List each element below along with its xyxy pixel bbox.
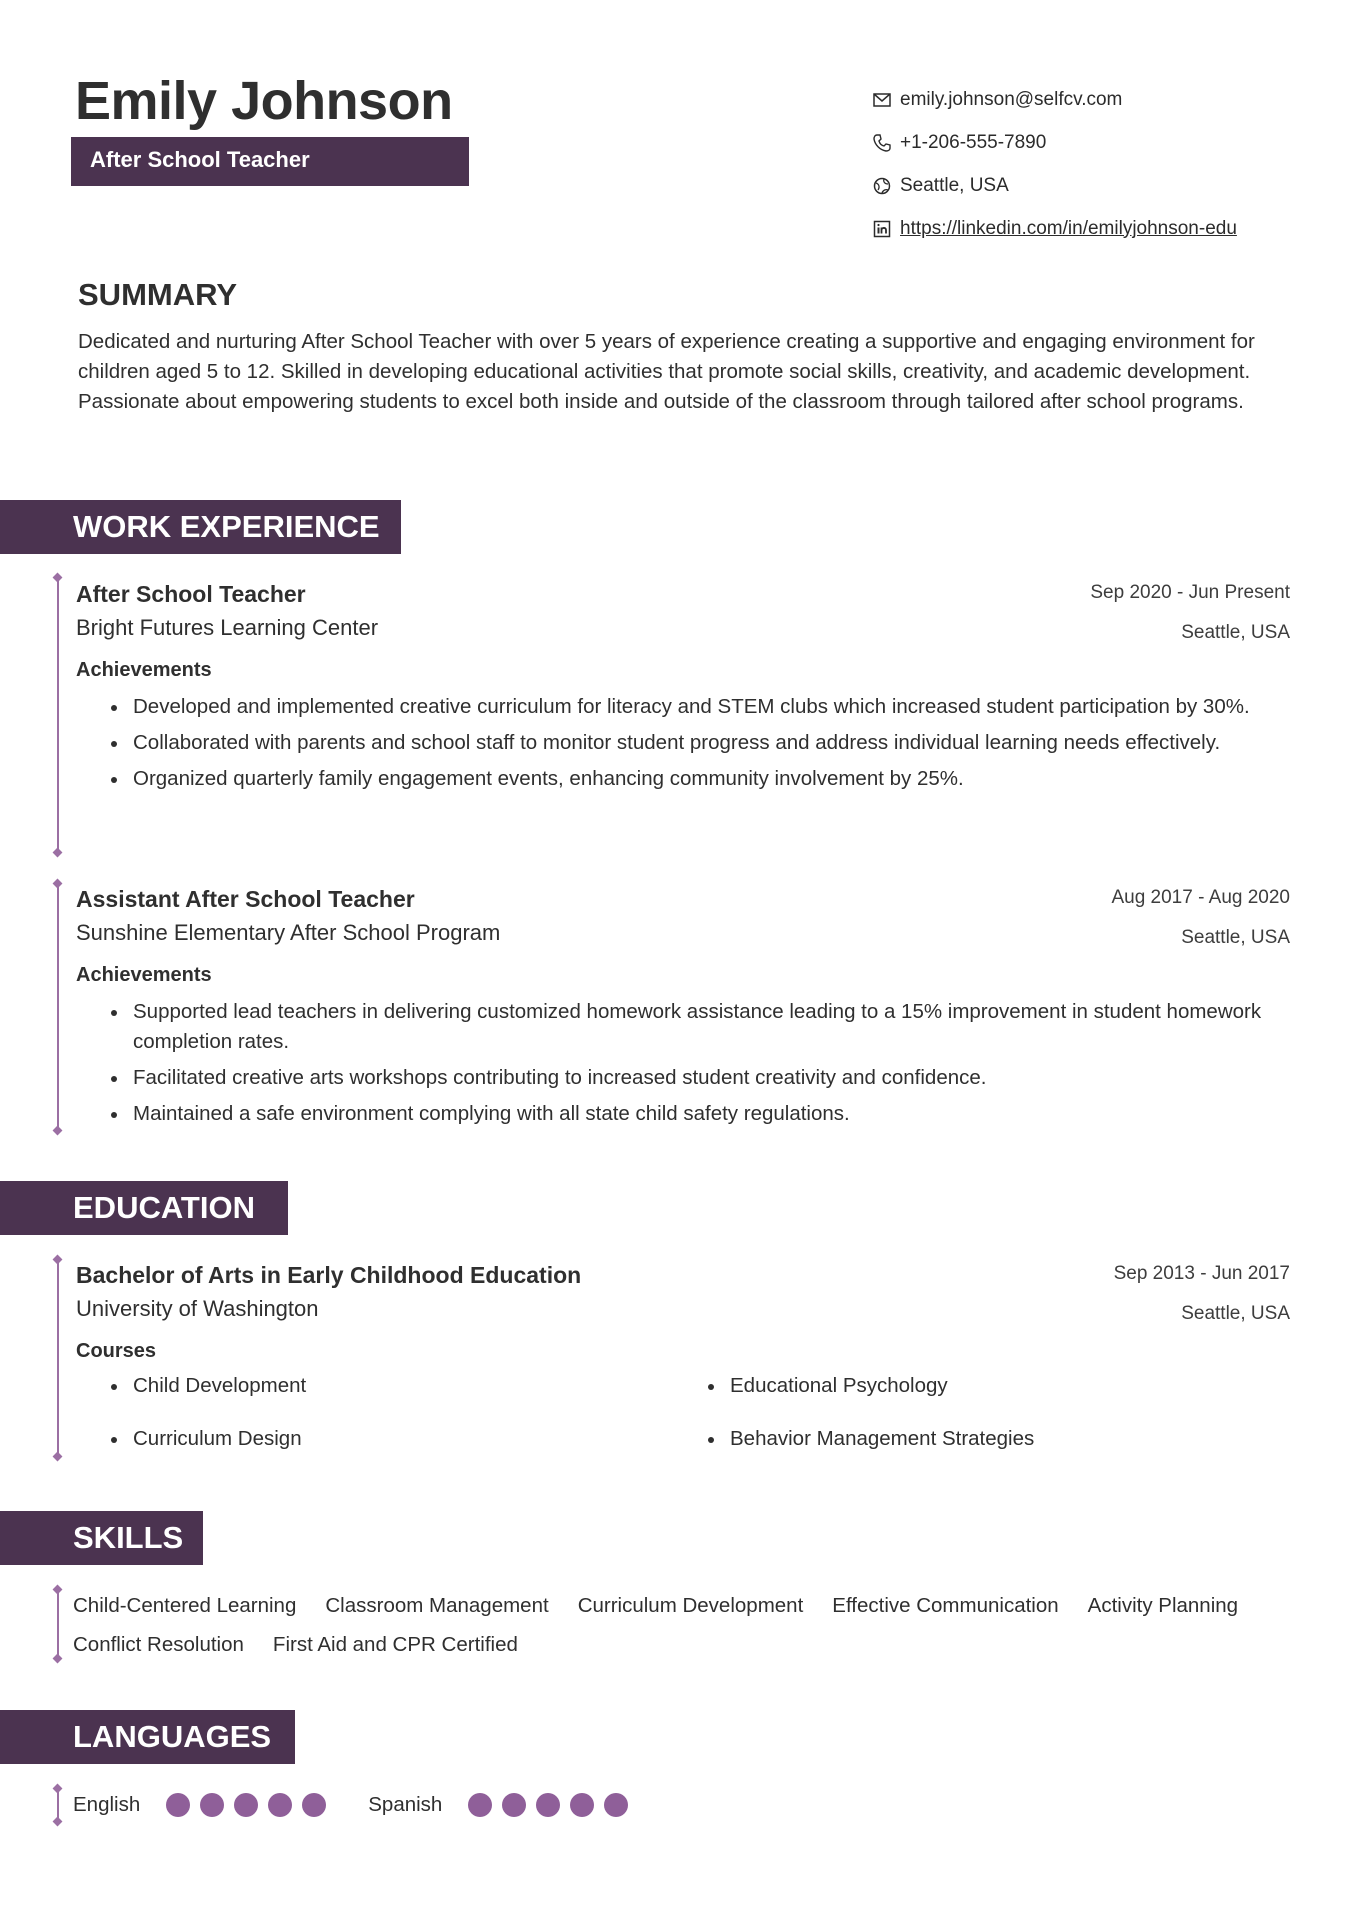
list-item: Curriculum Design — [76, 1424, 673, 1477]
contact-block — [872, 78, 1312, 250]
job-dates: Aug 2017 - Aug 2020 — [1111, 887, 1290, 908]
list-item: Collaborated with parents and school staff to monitor student progress and address individual learning needs effectively. — [76, 728, 1290, 758]
list-item: Behavior Management Strategies — [673, 1424, 1270, 1477]
education-dates: Sep 2013 - Jun 2017 — [1113, 1263, 1290, 1284]
proficiency-dot — [302, 1793, 326, 1817]
proficiency-dots — [166, 1793, 326, 1817]
envelope-icon — [872, 90, 892, 110]
work-experience-heading: WORK EXPERIENCE — [0, 500, 401, 554]
timeline-line — [57, 1590, 59, 1658]
education-heading: EDUCATION — [0, 1181, 288, 1235]
candidate-name: Emily Johnson — [75, 71, 453, 131]
company-name: Sunshine Elementary After School Program — [76, 920, 501, 945]
proficiency-dot — [536, 1793, 560, 1817]
summary-text: Dedicated and nurturing After School Teacher with over 5 years of experience creating a supportive and engaging environment for children aged 5 to 12. Skilled in developing educational activities that promote social skills, creativity, and academic development. Passionate about empowering students to excel both inside and outside of the classroom through tailored after school programs. — [78, 330, 1255, 413]
summary-heading: SUMMARY — [78, 277, 238, 312]
linkedin-link[interactable]: https://linkedin.com/in/emilyjohnson-edu — [900, 217, 1237, 239]
contact-location — [872, 164, 1312, 207]
language-item — [368, 1793, 628, 1817]
skills-list — [73, 1592, 1303, 1659]
skill-item: Effective Communication — [832, 1594, 1059, 1617]
list-item: Supported lead teachers in delivering customized homework assistance leading to a 15% improvement in student homework completion rates. — [76, 997, 1290, 1057]
email-text: emily.johnson@selfcv.com — [900, 88, 1123, 110]
skill-item: Curriculum Development — [577, 1594, 804, 1617]
job-entry — [76, 581, 1290, 800]
location-text: Seattle, USA — [900, 174, 1009, 196]
language-name: English — [73, 1793, 141, 1816]
skills-heading: SKILLS — [0, 1511, 203, 1565]
globe-icon — [872, 176, 892, 196]
proficiency-dot — [468, 1793, 492, 1817]
proficiency-dot — [604, 1793, 628, 1817]
list-item: Child Development — [76, 1371, 673, 1424]
list-item: Developed and implemented creative curriculum for literacy and STEM clubs which increased student participation by 30%. — [76, 692, 1290, 722]
linkedin-icon — [872, 219, 892, 239]
school-name: University of Washington — [76, 1296, 319, 1321]
timeline-line — [57, 884, 59, 1130]
list-item: Facilitated creative arts workshops contributing to increased student creativity and confidence. — [76, 1063, 1290, 1093]
skill-item: Conflict Resolution — [73, 1633, 244, 1656]
proficiency-dot — [166, 1793, 190, 1817]
job-dates: Sep 2020 - Jun Present — [1090, 582, 1290, 603]
contact-linkedin — [872, 207, 1312, 250]
timeline-line — [57, 578, 59, 852]
education-entry — [76, 1262, 1290, 1477]
contact-phone — [872, 121, 1312, 164]
job-title-banner: After School Teacher — [71, 137, 469, 186]
job-title: Assistant After School Teacher — [76, 886, 415, 912]
contact-email — [872, 78, 1312, 121]
proficiency-dot — [502, 1793, 526, 1817]
language-name: Spanish — [368, 1793, 443, 1816]
proficiency-dot — [268, 1793, 292, 1817]
courses-list — [76, 1371, 1290, 1477]
phone-text: +1-206-555-7890 — [900, 131, 1047, 153]
phone-icon — [872, 133, 892, 153]
skill-item: Child-Centered Learning — [73, 1594, 297, 1617]
list-item: Organized quarterly family engagement events, enhancing community involvement by 25%. — [76, 764, 1290, 794]
courses-label: Courses — [76, 1340, 157, 1362]
achievements-list — [76, 692, 1290, 794]
proficiency-dot — [570, 1793, 594, 1817]
degree-title: Bachelor of Arts in Early Childhood Education — [76, 1262, 582, 1288]
education-location: Seattle, USA — [1181, 1303, 1290, 1324]
achievements-label: Achievements — [76, 964, 212, 986]
job-location: Seattle, USA — [1181, 622, 1290, 643]
skill-item: Classroom Management — [325, 1594, 549, 1617]
job-entry — [76, 886, 1290, 1135]
proficiency-dot — [234, 1793, 258, 1817]
timeline-line — [57, 1260, 59, 1456]
achievements-label: Achievements — [76, 659, 212, 681]
list-item: Maintained a safe environment complying with all state child safety regulations. — [76, 1099, 1290, 1129]
company-name: Bright Futures Learning Center — [76, 615, 379, 640]
proficiency-dot — [200, 1793, 224, 1817]
language-item — [73, 1793, 326, 1817]
job-title: After School Teacher — [76, 581, 306, 607]
skill-item: Activity Planning — [1087, 1594, 1239, 1617]
languages-heading: LANGUAGES — [0, 1710, 295, 1764]
job-location: Seattle, USA — [1181, 927, 1290, 948]
list-item: Educational Psychology — [673, 1371, 1270, 1424]
timeline-line — [57, 1789, 59, 1821]
proficiency-dots — [468, 1793, 628, 1817]
achievements-list — [76, 997, 1290, 1129]
skill-item: First Aid and CPR Certified — [272, 1633, 518, 1656]
languages-list — [73, 1793, 670, 1817]
